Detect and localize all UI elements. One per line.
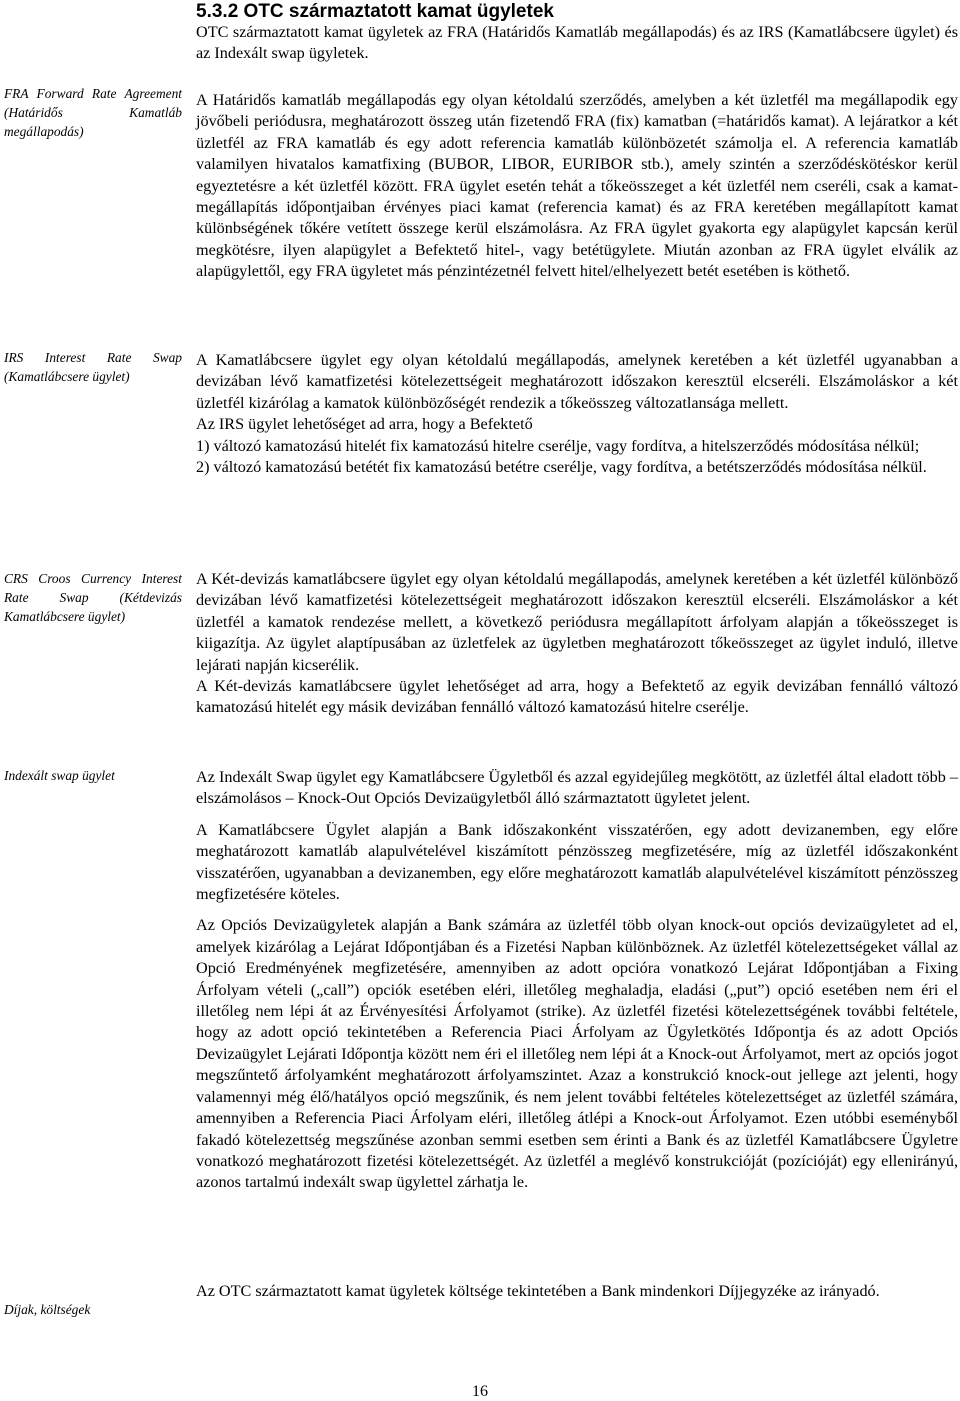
paragraph: 1) változó kamatozású hitelét fix kamatozású hitelre cserélje, vagy fordítva, a hitelszerződés módosítása nélkül; [196, 436, 920, 455]
section-fees-body [196, 1281, 958, 1302]
paragraph: Az IRS ügylet lehetőséget ad arra, hogy a Befektető [196, 415, 533, 434]
intro-paragraph: OTC származtatott kamat ügyletek az FRA (Határidős Kamatláb megállapodás) és az IRS (Kamatlábcsere ügylet) és az Indexált swap ügyletek. [196, 23, 958, 62]
margin-note-indexed-swap: Indexált swap ügylet [4, 768, 115, 783]
section-irs-body [196, 350, 958, 478]
paragraph: Az Opciós Devizaügyletek alapján a Bank számára az üzletfél több olyan knock-out opciós devizaügyletet ad el, amelyek kizárólag a Lejárat Időpontjában és a Fizetési Napban különböznek. Az üzletfél kötelezettségeket vállal az Opció Eredményének megfizetésére, amennyiben az adott opcióra vonatkozó Lejárat Időpontjában a Fixing Árfolyam vételi („call”) opciók esetében eléri, illetőleg meghaladja, eladási („put”) opció esetében nem éri el illetőleg nem lépi át az Érvényesítési Árfolyamot (strike). Az üzletfél fizetési kötelezettségének további feltétele, hogy az adott opció tekintetében a Referencia Piaci Árfolyam az Ügyletkötés Időpontja és az adott Opciós Devizaügylet Lejárati Időpontja között nem éri el illetőleg nem lépi át a Knock-out Árfolyamot, mert az opciós jogot megszűntető árfolyamként meghatározott árfolyamszintet. Azaz a konstrukció knock-out jellege azt jelenti, hogy valamennyi még élő/hatályos opció megszűnik, és nem jelent további feltételes kötelezettséget az üzletfél számára, amennyiben a Referencia Piaci Árfolyam eléri, illetőleg átlépi a Knock-out Árfolyamot. Ezen utóbbi eseményből fakadó kötelezettség megszűnése azonban semmi esetben sem érinti a Bank és az üzletfél Kamatlábcsere Ügyletre vonatkozó meghatározott fizetési kötelezettségét. Az üzletfél a meglévő konstrukcióját (pozícióját) egy ellenirányú, azonos tartalmú indexált swap ügylettel zárhatja le. [196, 916, 958, 1192]
section-heading: 5.3.2 OTC származtatott kamat ügyletek [196, 1, 554, 22]
margin-note-fra: FRA Forward Rate Agreement (Határidős Kamatláb megállapodás) [4, 86, 182, 139]
paragraph: A Határidős kamatláb megállapodás egy olyan kétoldalú szerződés, amelyben a két üzletfél ma megállapodik egy jövőbeli periódusra, meghatározott összeg után fizetendő FRA (fix) kamatban (=határidős kamat). A lejáratkor a két üzletfél az FRA kamatláb és egy adott referencia kamatláb különbözetét számolja el. A referencia kamatláb valamilyen hivatalos kamatfixing (BUBOR, LIBOR, EURIBOR stb.), amely szintén a szerződéskötéskor kerül egyeztetésre a két üzletfél között. FRA ügylet esetén tehát a tőkeösszeget a két üzletfél nem cseréli, csak a kamat-megállapítás időpontjaiban érvényes piaci kamat (referencia kamat) és az FRA keretében megállapított kamat különbségének tőkére vetített összege kerül elszámolásra. Az FRA ügylet gyakorta egy alapügylet kapcsán kerül megkötésre, ilyen alapügylet a Befektető hitel-, vagy betétügylete. Miután azonban az FRA ügylet elválik az alapügylettől, egy FRA ügyletet más pénzintézetnél felvett hitel/elhelyezett betét esetében is köthető. [196, 91, 958, 281]
paragraph: A Kamatlábcsere ügylet egy olyan kétoldalú megállapodás, amelynek keretében a két üzletfél ugyanabban a devizában lévő kamatfizetési kötelezettségeit meghatározott időszakon keresztül elcseréli. Elszámoláskor a két üzletfél kizárólag a kamatok különbözőségét rendezik a tőkeösszeg változatlansága mellett. [196, 351, 958, 412]
margin-note-fees: Díjak, költségek [4, 1302, 91, 1317]
paragraph: Az OTC származtatott kamat ügyletek költsége tekintetében a Bank mindenkori Díjjegyzéke az irányadó. [196, 1282, 880, 1300]
paragraph: A Két-devizás kamatlábcsere ügylet lehetőséget ad arra, hogy a Befektető az egyik devizában fennálló változó kamatozású hitelét egy másik devizában fennálló változó kamatozású hitelre cserélje. [196, 677, 958, 717]
margin-note-crs: CRS Croos Currency Interest Rate Swap (Kétdevizás Kamatlábcsere ügylet) [4, 571, 182, 624]
paragraph: A Kamatlábcsere Ügylet alapján a Bank időszakonként visszatérően, egy adott devizanemben, egy előre meghatározott kamatláb alapulvételével kiszámított pénzösszeg megfizetésére, míg az üzletfél időszakonként visszatérően, ugyanabban a devizanemben, egy előre meghatározott kamatláb alapulvételével kiszámított pénzösszeg megfizetésére köteles. [196, 820, 958, 904]
section-indexed-swap-body [196, 767, 958, 1194]
page-number: 16 [472, 1383, 488, 1400]
paragraph: Az Indexált Swap ügylet egy Kamatlábcsere Ügyletből és azzal egyidejűleg megkötött, az üzletfél által eladott több – elszámolásos – Knock-Out Opciós Devizaügyletből álló származtatott ügyletet jelent. [196, 768, 958, 808]
section-crs-body [196, 569, 958, 719]
paragraph: A Két-devizás kamatlábcsere ügylet egy olyan kétoldalú megállapodás, amelynek keretében a két üzletfél különböző devizában lévő kamatfizetési kötelezettségeit meghatározott időszakon keresztül elcseréli. Elszámoláskor a két üzletfél a kamatok rendezése mellett, a következő periódusra megállapított árfolyam alapján a tőkeösszeget is kiigazítja. Az ügylet alaptípusában az üzletfelek az ügyletben meghatározott tőkeösszeget az ügylet induló, illetve lejárati napján kicserélik. [196, 570, 958, 674]
paragraph: 2) változó kamatozású betétét fix kamatozású betétre cserélje, vagy fordítva, a betétszerződés módosítása nélkül. [196, 458, 927, 477]
margin-note-irs: IRS Interest Rate Swap (Kamatlábcsere ügylet) [4, 350, 182, 384]
section-fra-body [196, 90, 958, 283]
